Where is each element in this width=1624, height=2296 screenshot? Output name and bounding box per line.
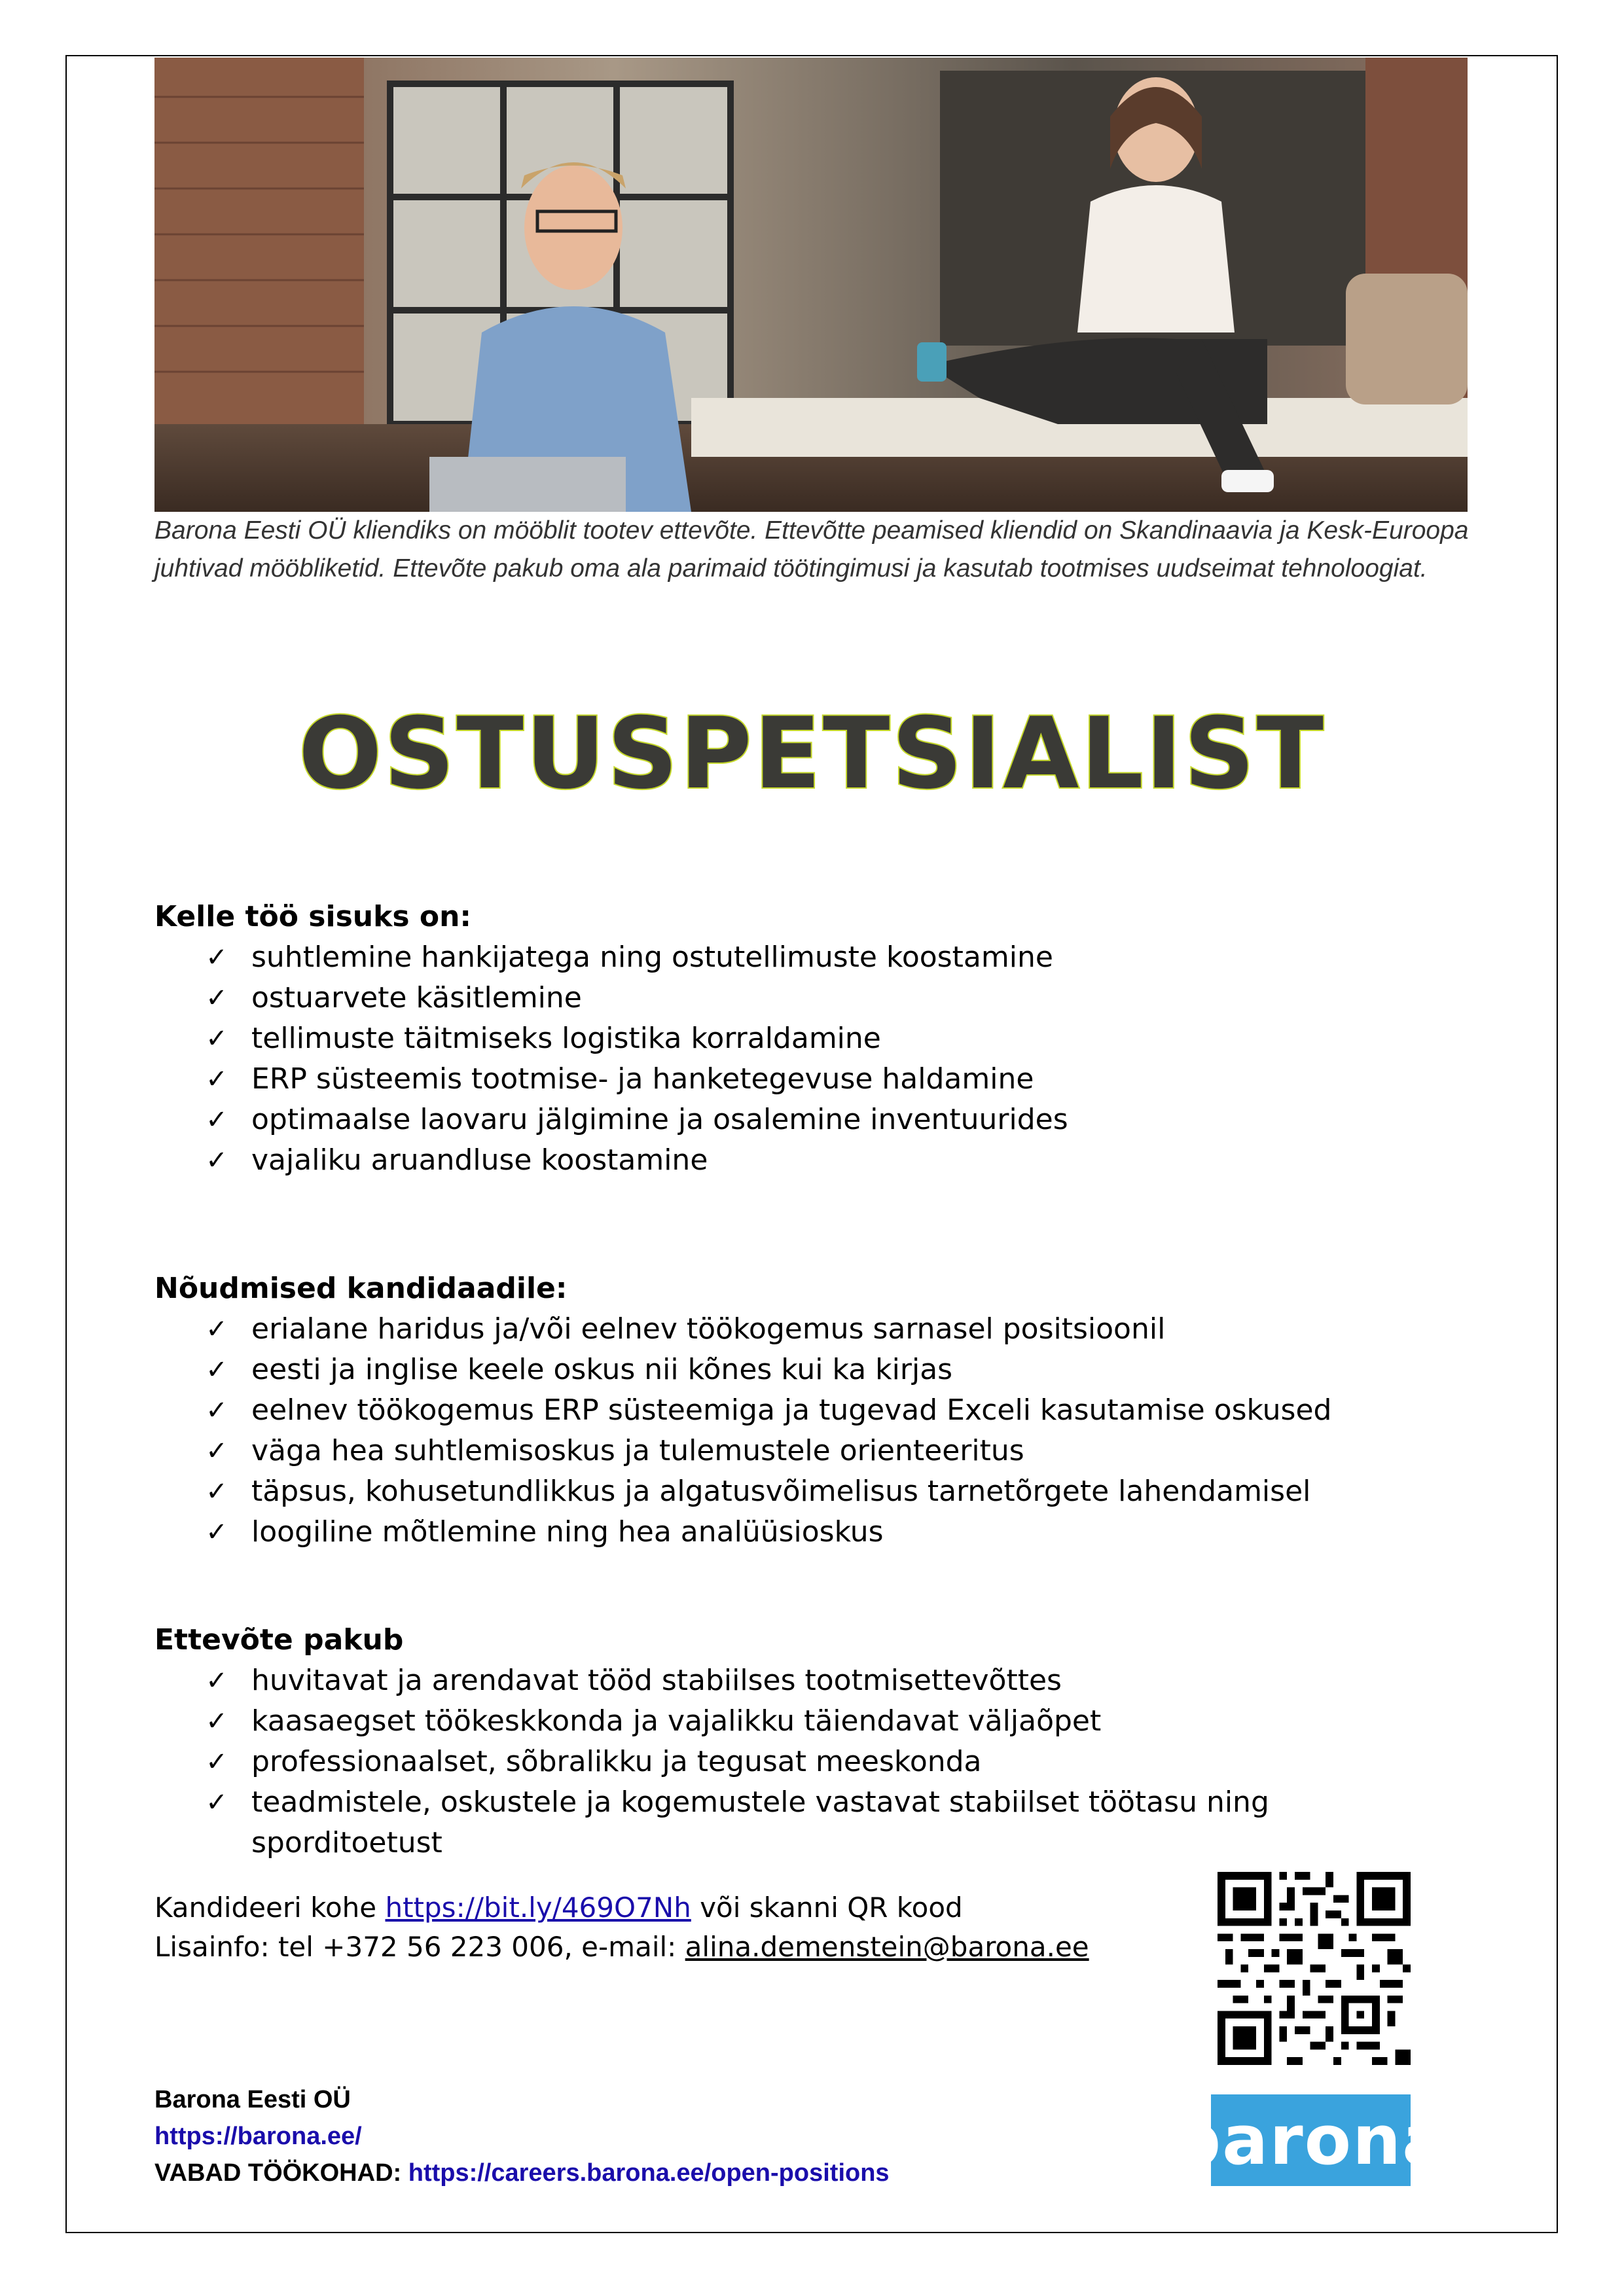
check-icon: ✓ <box>206 1517 228 1547</box>
list-item: ✓ vajaliku aruandluse koostamine <box>154 1140 1477 1181</box>
section-requirements <box>154 1268 1477 1552</box>
hero-photo-illustration <box>154 58 1468 512</box>
list-item: ✓ täpsus, kohusetundlikkus ja algatusvõimelisus tarnetõrgete lahendamisel <box>154 1471 1477 1512</box>
section-heading: Ettevõte pakub <box>154 1623 404 1657</box>
contact-block <box>154 1888 1089 1967</box>
company-intro: Barona Eesti OÜ kliendiks on mööblit tootev ettevõte. Ettevõtte peamised kliendid on Skandinaavia ja Kesk-Euroopa juhtivad mööbliketid. Ettevõte pakub oma ala parimaid töötingimusi ja kasutab tootmises uudseimat tehnoloogiat. <box>154 516 1469 583</box>
logo-text: barona <box>1172 2100 1450 2180</box>
section-duties <box>154 897 1477 1181</box>
offer-list <box>154 1660 1398 1863</box>
list-item: ✓ loogiline mõtlemine ning hea analüüsioskus <box>154 1512 1477 1552</box>
check-icon: ✓ <box>206 1145 228 1175</box>
check-icon: ✓ <box>206 1395 228 1426</box>
check-icon: ✓ <box>206 983 228 1013</box>
apply-link[interactable]: https://bit.ly/469O7Nh <box>385 1892 691 1924</box>
apply-line: Kandideeri kohe https://bit.ly/469O7Nh või skanni QR kood <box>154 1892 963 1924</box>
check-icon: ✓ <box>206 1064 228 1094</box>
footer <box>154 2081 890 2191</box>
requirements-list <box>154 1309 1477 1552</box>
check-icon: ✓ <box>206 1314 228 1344</box>
list-item: ✓ kaasaegset töökeskkonda ja vajalikku täiendavat väljaõpet <box>154 1701 1398 1742</box>
check-icon: ✓ <box>206 942 228 973</box>
website-link[interactable]: https://barona.ee/ <box>154 2123 362 2150</box>
qr-code-icon[interactable] <box>1218 1872 1411 2065</box>
email-link[interactable]: alina.demenstein@barona.ee <box>685 1931 1089 1963</box>
check-icon: ✓ <box>206 1706 228 1736</box>
list-item: ✓ erialane haridus ja/või eelnev töökogemus sarnasel positsioonil <box>154 1309 1477 1350</box>
check-icon: ✓ <box>206 1355 228 1385</box>
list-item: ✓ eelnev töökogemus ERP süsteemiga ja tugevad Exceli kasutamise oskused <box>154 1390 1477 1431</box>
list-item: ✓ suhtlemine hankijatega ning ostutellimuste koostamine <box>154 937 1477 978</box>
duties-list <box>154 937 1477 1181</box>
check-icon: ✓ <box>206 1436 228 1466</box>
check-icon: ✓ <box>206 1477 228 1507</box>
section-heading: Kelle töö sisuks on: <box>154 900 471 933</box>
list-item: ✓ tellimuste täitmiseks logistika korraldamine <box>154 1018 1477 1059</box>
section-offer <box>154 1620 1477 1863</box>
list-item: ✓ ostuarvete käsitlemine <box>154 978 1477 1018</box>
check-icon: ✓ <box>206 1105 228 1135</box>
check-icon: ✓ <box>206 1024 228 1054</box>
list-item: ✓ eesti ja inglise keele oskus nii kõnes kui ka kirjas <box>154 1350 1477 1390</box>
list-item: ✓ professionaalset, sõbralikku ja tegusat meeskonda <box>154 1742 1398 1782</box>
hero-photo <box>154 58 1468 512</box>
list-item: ✓ teadmistele, oskustele ja kogemustele vastavat stabiilset töötasu ning sporditoetust <box>154 1782 1398 1863</box>
check-icon: ✓ <box>206 1787 228 1818</box>
jobs-line: VABAD TÖÖKOHAD: https://careers.barona.ee/open-positions <box>154 2159 890 2187</box>
list-item: ✓ huvitavat ja arendavat tööd stabiilses tootmisettevõttes <box>154 1660 1398 1701</box>
check-icon: ✓ <box>206 1747 228 1777</box>
company-name: Barona Eesti OÜ <box>154 2086 351 2113</box>
info-line: Lisainfo: tel +372 56 223 006, e-mail: alina.demenstein@barona.ee <box>154 1931 1089 1963</box>
section-heading: Nõudmised kandidaadile: <box>154 1272 568 1305</box>
barona-logo <box>1172 2094 1450 2186</box>
qr-code-graphic <box>1218 1872 1411 2065</box>
list-item: ✓ väga hea suhtlemisoskus ja tulemustele orienteeritus <box>154 1431 1477 1471</box>
job-title: OSTUSPETSIALIST <box>298 697 1326 811</box>
jobs-link[interactable]: https://careers.barona.ee/open-positions <box>408 2159 890 2187</box>
check-icon: ✓ <box>206 1666 228 1696</box>
list-item: ✓ optimaalse laovaru jälgimine ja osalemine inventuurides <box>154 1100 1477 1140</box>
list-item: ✓ ERP süsteemis tootmise- ja hanketegevuse haldamine <box>154 1059 1477 1100</box>
